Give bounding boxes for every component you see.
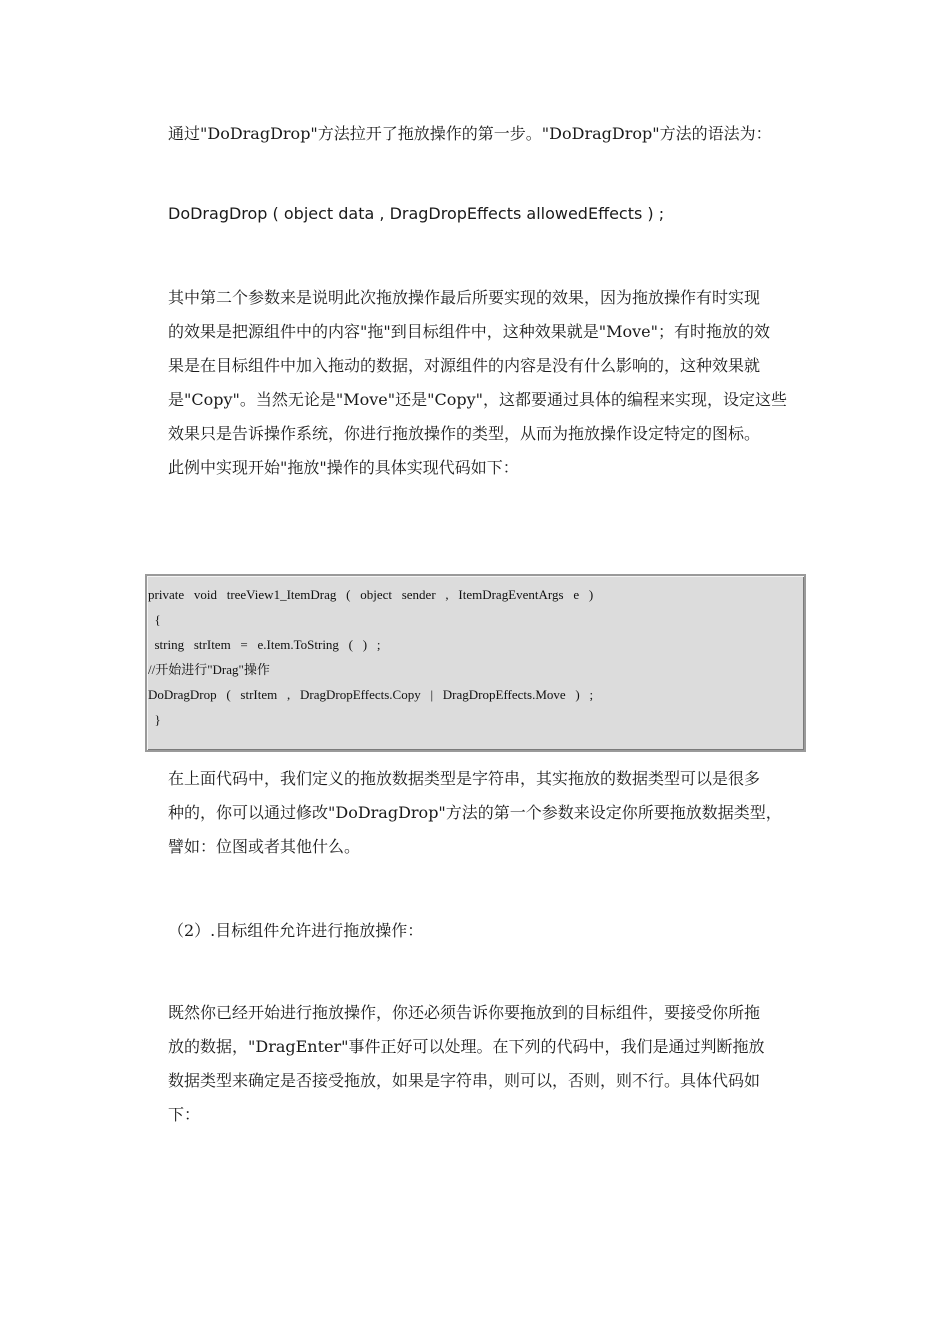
explanation-line: 此例中实现开始"拖放"操作的具体实现代码如下： — [168, 458, 519, 477]
after-code-line: 种的，你可以通过修改"DoDragDrop"方法的第一个参数来设定你所要拖放数据类型， — [168, 803, 782, 822]
code-line: string strItem = e.Item.ToString ( ) ; — [148, 637, 381, 652]
after-code-line: 在上面代码中，我们定义的拖放数据类型是字符串，其实拖放的数据类型可以是很多 — [168, 769, 761, 788]
after-code-paragraph — [168, 762, 788, 864]
code-block — [145, 574, 806, 752]
after-code-line: 譬如：位图或者其他什么。 — [168, 837, 361, 856]
intro-paragraph — [168, 117, 788, 151]
explanation-line: 的效果是把源组件中的内容"拖"到目标组件中，这种效果就是"Move"；有时拖放的效 — [168, 322, 770, 341]
target-intro-paragraph — [168, 996, 788, 1132]
target-intro-line: 既然你已经开始进行拖放操作，你还必须告诉你要拖放到的目标组件，要接受你所拖 — [168, 1003, 761, 1022]
target-intro-line: 数据类型来确定是否接受拖放，如果是字符串，则可以，否则，则不行。具体代码如 — [168, 1071, 761, 1090]
explanation-line: 其中第二个参数来是说明此次拖放操作最后所要实现的效果，因为拖放操作有时实现 — [168, 288, 761, 307]
explanation-line: 果是在目标组件中加入拖动的数据，对源组件的内容是没有什么影响的，这种效果就 — [168, 356, 761, 375]
explanation-line: 效果只是告诉操作系统，你进行拖放操作的类型，从而为拖放操作设定特定的图标。 — [168, 424, 761, 443]
section-heading-text: （2）.目标组件允许进行拖放操作： — [168, 921, 424, 940]
syntax-line: DoDragDrop ( object data , DragDropEffects allowedEffects ) ; — [168, 204, 665, 223]
target-intro-line: 下： — [168, 1105, 201, 1124]
code-line: private void treeView1_ItemDrag ( object sender , ItemDragEventArgs e ) — [148, 587, 594, 602]
code-line: } — [148, 712, 161, 727]
section-heading — [168, 914, 788, 948]
explanation-line: 是"Copy"。当然无论是"Move"还是"Copy"，这都要通过具体的编程来实现，设定这些 — [168, 390, 787, 409]
target-intro-line: 放的数据，"DragEnter"事件正好可以处理。在下列的代码中，我们是通过判断拖放 — [168, 1037, 765, 1056]
code-line: { — [148, 612, 161, 627]
code-comment-line: //开始进行"Drag"操作 — [148, 662, 270, 677]
code-line: DoDragDrop ( strItem , DragDropEffects.Copy | DragDropEffects.Move ) ; — [148, 687, 594, 702]
explanation-paragraph — [168, 281, 788, 485]
syntax-paragraph — [168, 197, 788, 231]
intro-line: 通过"DoDragDrop"方法拉开了拖放操作的第一步。"DoDragDrop"方法的语法为： — [168, 124, 772, 143]
